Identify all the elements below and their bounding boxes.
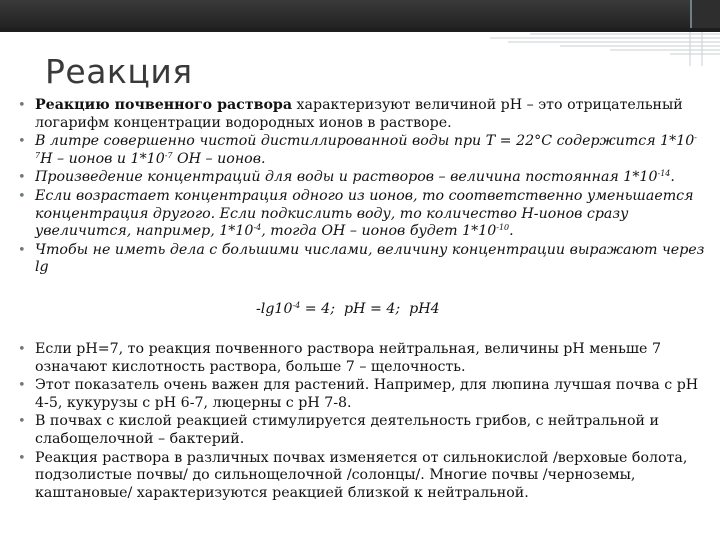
bullet-item bbox=[18, 169, 708, 187]
exponent: -4 bbox=[292, 301, 301, 310]
bullet-item: • Реакция раствора в различных почвах изменяется от сильнокислой /верховые болота, подзолистые почвы/ до сильнощелочной /солонцы/. Многие почвы /черноземы, каштановые/ характеризуются реакцией близкой к нейтральной. bbox=[18, 450, 708, 503]
bullet-item: • Этот показатель очень важен для растений. Например, для люпина лучшая почва с рН 4-5, кукурузы с рН 6-7, люцерны с рН 7-8. bbox=[18, 377, 708, 412]
bullet-text: . bbox=[670, 169, 675, 186]
bullet-item bbox=[18, 97, 708, 132]
exponent: -14 bbox=[657, 169, 671, 179]
slide-top-bar-corner bbox=[690, 0, 720, 28]
exponent: -10 bbox=[496, 223, 510, 233]
bullet-text: В литре совершенно чистой дистиллированной воды при Т = 22°С содержится 1*10 bbox=[35, 133, 695, 150]
bullet-text: Произведение концентраций для воды и растворов – величина постоянная 1*10 bbox=[35, 169, 658, 186]
slide-title: Реакция bbox=[45, 52, 193, 91]
decorative-line-art bbox=[490, 32, 720, 66]
bullet-bold-text: Реакцию почвенного раствора bbox=[35, 97, 293, 113]
bullet-item bbox=[18, 188, 708, 241]
exponent: -7 bbox=[35, 133, 697, 160]
bullet-text: Н – ионов и 1*10 bbox=[40, 150, 165, 167]
bullet-item: • В почвах с кислой реакцией стимулируется деятельность грибов, с нейтральной и слабощелочной – бактерий. bbox=[18, 413, 708, 448]
bullet-item bbox=[18, 133, 708, 168]
slide-top-bar bbox=[0, 0, 720, 28]
bullet-item bbox=[18, 242, 708, 277]
bullet-text: характеризуют величиной рН – это отрицательный логарифм концентрации водородных ионов в растворе. bbox=[35, 97, 683, 131]
bullet-text: Если возрастает концентрация одного из ионов, то соответственно уменьшается концентрация другого. Если подкислить воду, то количество Н-ионов сразу увеличится, например, 1*10 bbox=[35, 187, 694, 240]
bullet-list-bottom bbox=[18, 341, 708, 503]
formula-text: = 4; рН = 4; рН4 bbox=[300, 301, 440, 317]
bullet-item: • Если рН=7, то реакция почвенного раствора нейтральная, величины рН меньше 7 означают кислотность раствора, больше 7 – щелочность. bbox=[18, 341, 708, 376]
bullet-text: Чтобы не иметь дела с большими числами, величину концентрации выражают через lg bbox=[35, 241, 705, 276]
exponent: -7 bbox=[164, 150, 173, 160]
bullet-list-top bbox=[18, 97, 708, 278]
ph-formula bbox=[256, 301, 440, 317]
bullet-text: , тогда ОН – ионов будет 1*10 bbox=[261, 223, 497, 240]
formula-text: -lg10 bbox=[256, 301, 293, 317]
bullet-text: ОН – ионов. bbox=[172, 150, 266, 167]
bullet-text: . bbox=[509, 223, 514, 240]
exponent: -4 bbox=[253, 223, 262, 233]
